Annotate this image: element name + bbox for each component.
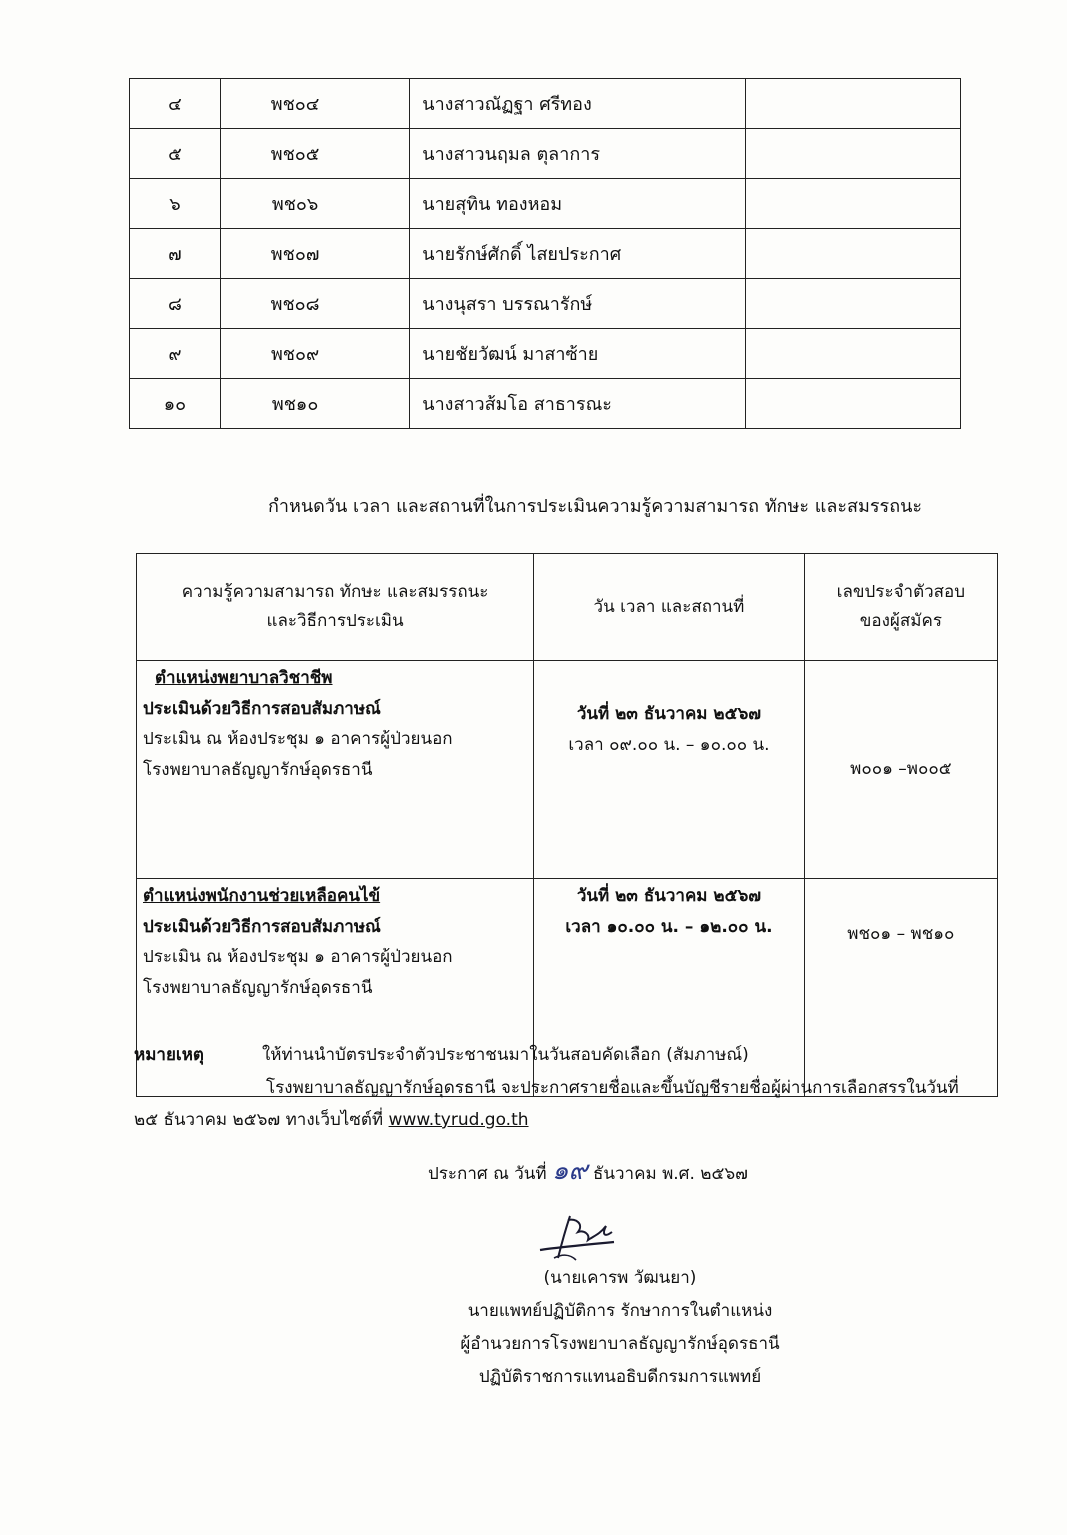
signer-title-3: ปฏิบัติราชการแทนอธิบดีกรมการแพทย์ <box>478 1367 762 1388</box>
schedule-datetime: วันที่ ๒๓ ธันวาคม ๒๕๖๗ เวลา ๐๙.๐๐ น. – ๑๐.๐๐ น. <box>534 661 805 879</box>
announce-date: ประกาศ ณ วันที่ ๑๙ ธันวาคม พ.ศ. ๒๕๖๗ <box>428 1156 748 1186</box>
row-number: ๘ <box>130 279 221 329</box>
schedule-exam-ids: พ๐๐๑ –พ๐๐๕ <box>804 661 997 879</box>
applicant-code: พช๐๘ <box>220 279 409 329</box>
position-title: ตำแหน่งพยาบาลวิชาชีพ <box>155 668 333 688</box>
signature-icon <box>532 1208 622 1268</box>
schedule-datetime: วันที่ ๒๓ ธันวาคม ๒๕๖๗ เวลา ๑๐.๐๐ น. – ๑๒.๐๐ น. <box>534 879 805 1097</box>
row-number: ๕ <box>130 129 221 179</box>
remarks-cell <box>746 379 961 429</box>
remarks-cell <box>746 229 961 279</box>
website-link[interactable]: www.tyrud.go.th <box>388 1110 529 1130</box>
signer-name: (นายเคารพ วัฒนยา) <box>543 1268 697 1288</box>
applicant-name: นายสุทิน ทองหอม <box>410 179 746 229</box>
applicant-code: พช๐๙ <box>220 329 409 379</box>
signer-title-1: นายแพทย์ปฏิบัติการ รักษาการในตำแหน่ง <box>467 1301 773 1322</box>
note-label: หมายเหตุ <box>134 1045 204 1065</box>
row-number: ๗ <box>130 229 221 279</box>
applicant-row <box>130 229 961 279</box>
applicant-row <box>130 329 961 379</box>
schedule-table <box>136 553 998 1097</box>
applicant-row <box>130 129 961 179</box>
applicant-code: พช๑๐ <box>220 379 409 429</box>
signature-block <box>380 1262 860 1395</box>
schedule-row-nurse <box>137 661 998 879</box>
applicant-name: นายรักษ์ศักดิ์ ไสยประกาศ <box>410 229 746 279</box>
applicant-table <box>129 78 961 429</box>
schedule-header-row <box>137 554 998 661</box>
applicant-code: พช๐๖ <box>220 179 409 229</box>
position-title: ตำแหน่งพนักงานช่วยเหลือคนไข้ <box>143 886 381 906</box>
remarks-cell <box>746 79 961 129</box>
applicant-name: นางนุสรา บรรณารักษ์ <box>410 279 746 329</box>
header-datetime-place: วัน เวลา และสถานที่ <box>534 554 805 661</box>
signer-title-2: ผู้อำนวยการโรงพยาบาลธัญญารักษ์อุดรธานี <box>460 1334 780 1355</box>
applicant-name: นางสาวณัฏฐา ศรีทอง <box>410 79 746 129</box>
remarks-cell <box>746 179 961 229</box>
applicant-name: นายชัยวัฒน์ มาสาซ้าย <box>410 329 746 379</box>
remarks-cell <box>746 279 961 329</box>
note-line-3: ๒๕ ธันวาคม ๒๕๖๗ ทางเว็บไซต์ที่ www.tyrud.go.th <box>134 1110 529 1130</box>
applicant-row <box>130 379 961 429</box>
remarks-cell <box>746 329 961 379</box>
applicant-row <box>130 79 961 129</box>
applicant-name: นางสาวส้มโอ สาธารณะ <box>410 379 746 429</box>
handwritten-day: ๑๙ <box>552 1156 588 1186</box>
schedule-description: ตำแหน่งพยาบาลวิชาชีพ ประเมินด้วยวิธีการสอบสัมภาษณ์ ประเมิน ณ ห้องประชุม ๑ อาคารผู้ป่วยนอก โรงพยาบาลธัญญารักษ์อุดรธานี <box>137 661 534 879</box>
row-number: ๑๐ <box>130 379 221 429</box>
applicant-row <box>130 279 961 329</box>
header-competency: ความรู้ความสามารถ ทักษะ และสมรรถนะ และวิธีการประเมิน <box>137 554 534 661</box>
row-number: ๙ <box>130 329 221 379</box>
schedule-title: กำหนดวัน เวลา และสถานที่ในการประเมินความรู้ความสามารถ ทักษะ และสมรรถนะ <box>268 496 923 517</box>
row-number: ๖ <box>130 179 221 229</box>
applicant-code: พช๐๕ <box>220 129 409 179</box>
row-number: ๔ <box>130 79 221 129</box>
applicant-code: พช๐๗ <box>220 229 409 279</box>
header-exam-id: เลขประจำตัวสอบ ของผู้สมัคร <box>804 554 997 661</box>
applicant-name: นางสาวนฤมล ตุลาการ <box>410 129 746 179</box>
note-line-1: ให้ท่านนำบัตรประจำตัวประชาชนมาในวันสอบคัดเลือก (สัมภาษณ์) <box>262 1045 749 1065</box>
applicant-code: พช๐๔ <box>220 79 409 129</box>
remarks-cell <box>746 129 961 179</box>
schedule-exam-ids: พช๐๑ – พช๑๐ <box>804 879 997 1097</box>
applicant-row <box>130 179 961 229</box>
schedule-description: ตำแหน่งพนักงานช่วยเหลือคนไข้ ประเมินด้วยวิธีการสอบสัมภาษณ์ ประเมิน ณ ห้องประชุม ๑ อาคารผู้ป่วยนอก โรงพยาบาลธัญญารักษ์อุดรธานี <box>137 879 534 1097</box>
note-line-2: โรงพยาบาลธัญญารักษ์อุดรธานี จะประกาศรายชื่อและขึ้นบัญชีรายชื่อผู้ผ่านการเลือกสรรในวันที่ <box>266 1078 959 1098</box>
